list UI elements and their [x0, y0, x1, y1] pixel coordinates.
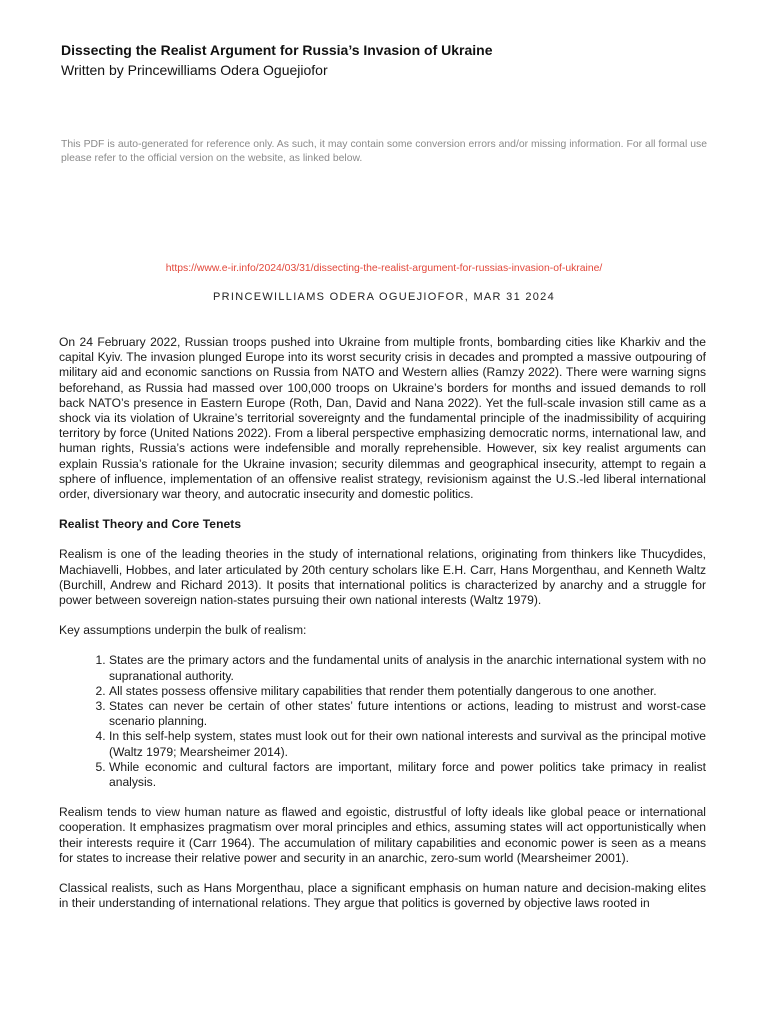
source-url-link[interactable]: https://www.e-ir.info/2024/03/31/dissecting-the-realist-argument-for-russias-invasion-of-ukraine/ — [165, 263, 603, 274]
author-line: Written by Princewilliams Odera Oguejiofor — [61, 62, 328, 78]
assumptions-list — [59, 653, 706, 790]
section-heading: Realist Theory and Core Tenets — [59, 517, 242, 532]
classical-realists-paragraph: Classical realists, such as Hans Morgenthau, place a significant emphasis on human nature and decision-making elites in their understanding of international relations. They argue that politics is governed by objective laws rooted in — [59, 881, 706, 911]
human-nature-paragraph: Realism tends to view human nature as flawed and egoistic, distrustful of lofty ideals like global peace or international cooperation. It emphasizes pragmatism over moral principles and ethics, assuming states will act opportunistically when their interests require it (Carr 1964). The accumulation of military capabilities and economic power is seen as a means for states to increase their relative power and security in an anarchic, zero-sum world (Mearsheimer 2001). — [59, 805, 706, 865]
list-item: 1. States are the primary actors and the fundamental units of analysis in the anarchic international system with no supranational authority. — [109, 653, 706, 683]
list-item: 3. States can never be certain of other states’ future intentions or actions, leading to mistrust and worst-case scenario planning. — [109, 699, 706, 729]
article-title: Dissecting the Realist Argument for Russia’s Invasion of Ukraine — [61, 42, 493, 58]
intro-paragraph: On 24 February 2022, Russian troops pushed into Ukraine from multiple fronts, bombarding cities like Kharkiv and the capital Kyiv. The invasion plunged Europe into its worst security crisis in decades and prompted a massive outpouring of military aid and economic sanctions on Russia from NATO and Western allies (Ramzy 2022). There were warning signs beforehand, as Russia had massed over 100,000 troops on Ukraine’s borders for months and issued demands to roll back NATO’s presence in Eastern Europe (Roth, Dan, David and Nana 2022). Yet the full-scale invasion still came as a shock via its violation of Ukraine’s territorial sovereignty and the fundamental principle of the inadmissibility of acquiring territory by force (United Nations 2022). From a liberal perspective emphasizing democratic norms, international law, and human rights, Russia’s actions were indefensible and morally reprehensible. However, six key realist arguments can explain Russia’s rationale for the Ukraine invasion; security dilemmas and geographical insecurity, attempt to regain a sphere of influence, implementation of an offensive realist strategy, revisionism against the U.S.-led liberal international order, diversionary war theory, and autocratic insecurity and domestic politics. — [59, 335, 706, 502]
list-item: 4. In this self-help system, states must look out for their own national interests and survival as the principal motive (Waltz 1979; Mearsheimer 2014). — [109, 729, 706, 759]
list-item: 2. All states possess offensive military capabilities that render them potentially dangerous to one another. — [109, 684, 706, 699]
author-date-byline: PRINCEWILLIAMS ODERA OGUEJIOFOR, MAR 31 2024 — [212, 291, 556, 303]
disclaimer-note: This PDF is auto-generated for reference only. As such, it may contain some conversion errors and/or missing information. For all formal use please refer to the official version on the website, as linked below. — [61, 139, 707, 164]
list-item: 5. While economic and cultural factors are important, military force and power politics take primacy in realist analysis. — [109, 760, 706, 790]
article-body — [59, 335, 706, 927]
realism-paragraph: Realism is one of the leading theories in the study of international relations, originating from thinkers like Thucydides, Machiavelli, Hobbes, and later articulated by 20th century scholars like E.H. Carr, Hans Morgenthau, and Kenneth Waltz (Burchill, Andrew and Richard 2013). It posits that international politics is characterized by anarchy and a struggle for power between sovereign nation-states pursuing their own national interests (Waltz 1979). — [59, 547, 706, 608]
key-assumptions-paragraph: Key assumptions underpin the bulk of realism: — [59, 623, 307, 638]
